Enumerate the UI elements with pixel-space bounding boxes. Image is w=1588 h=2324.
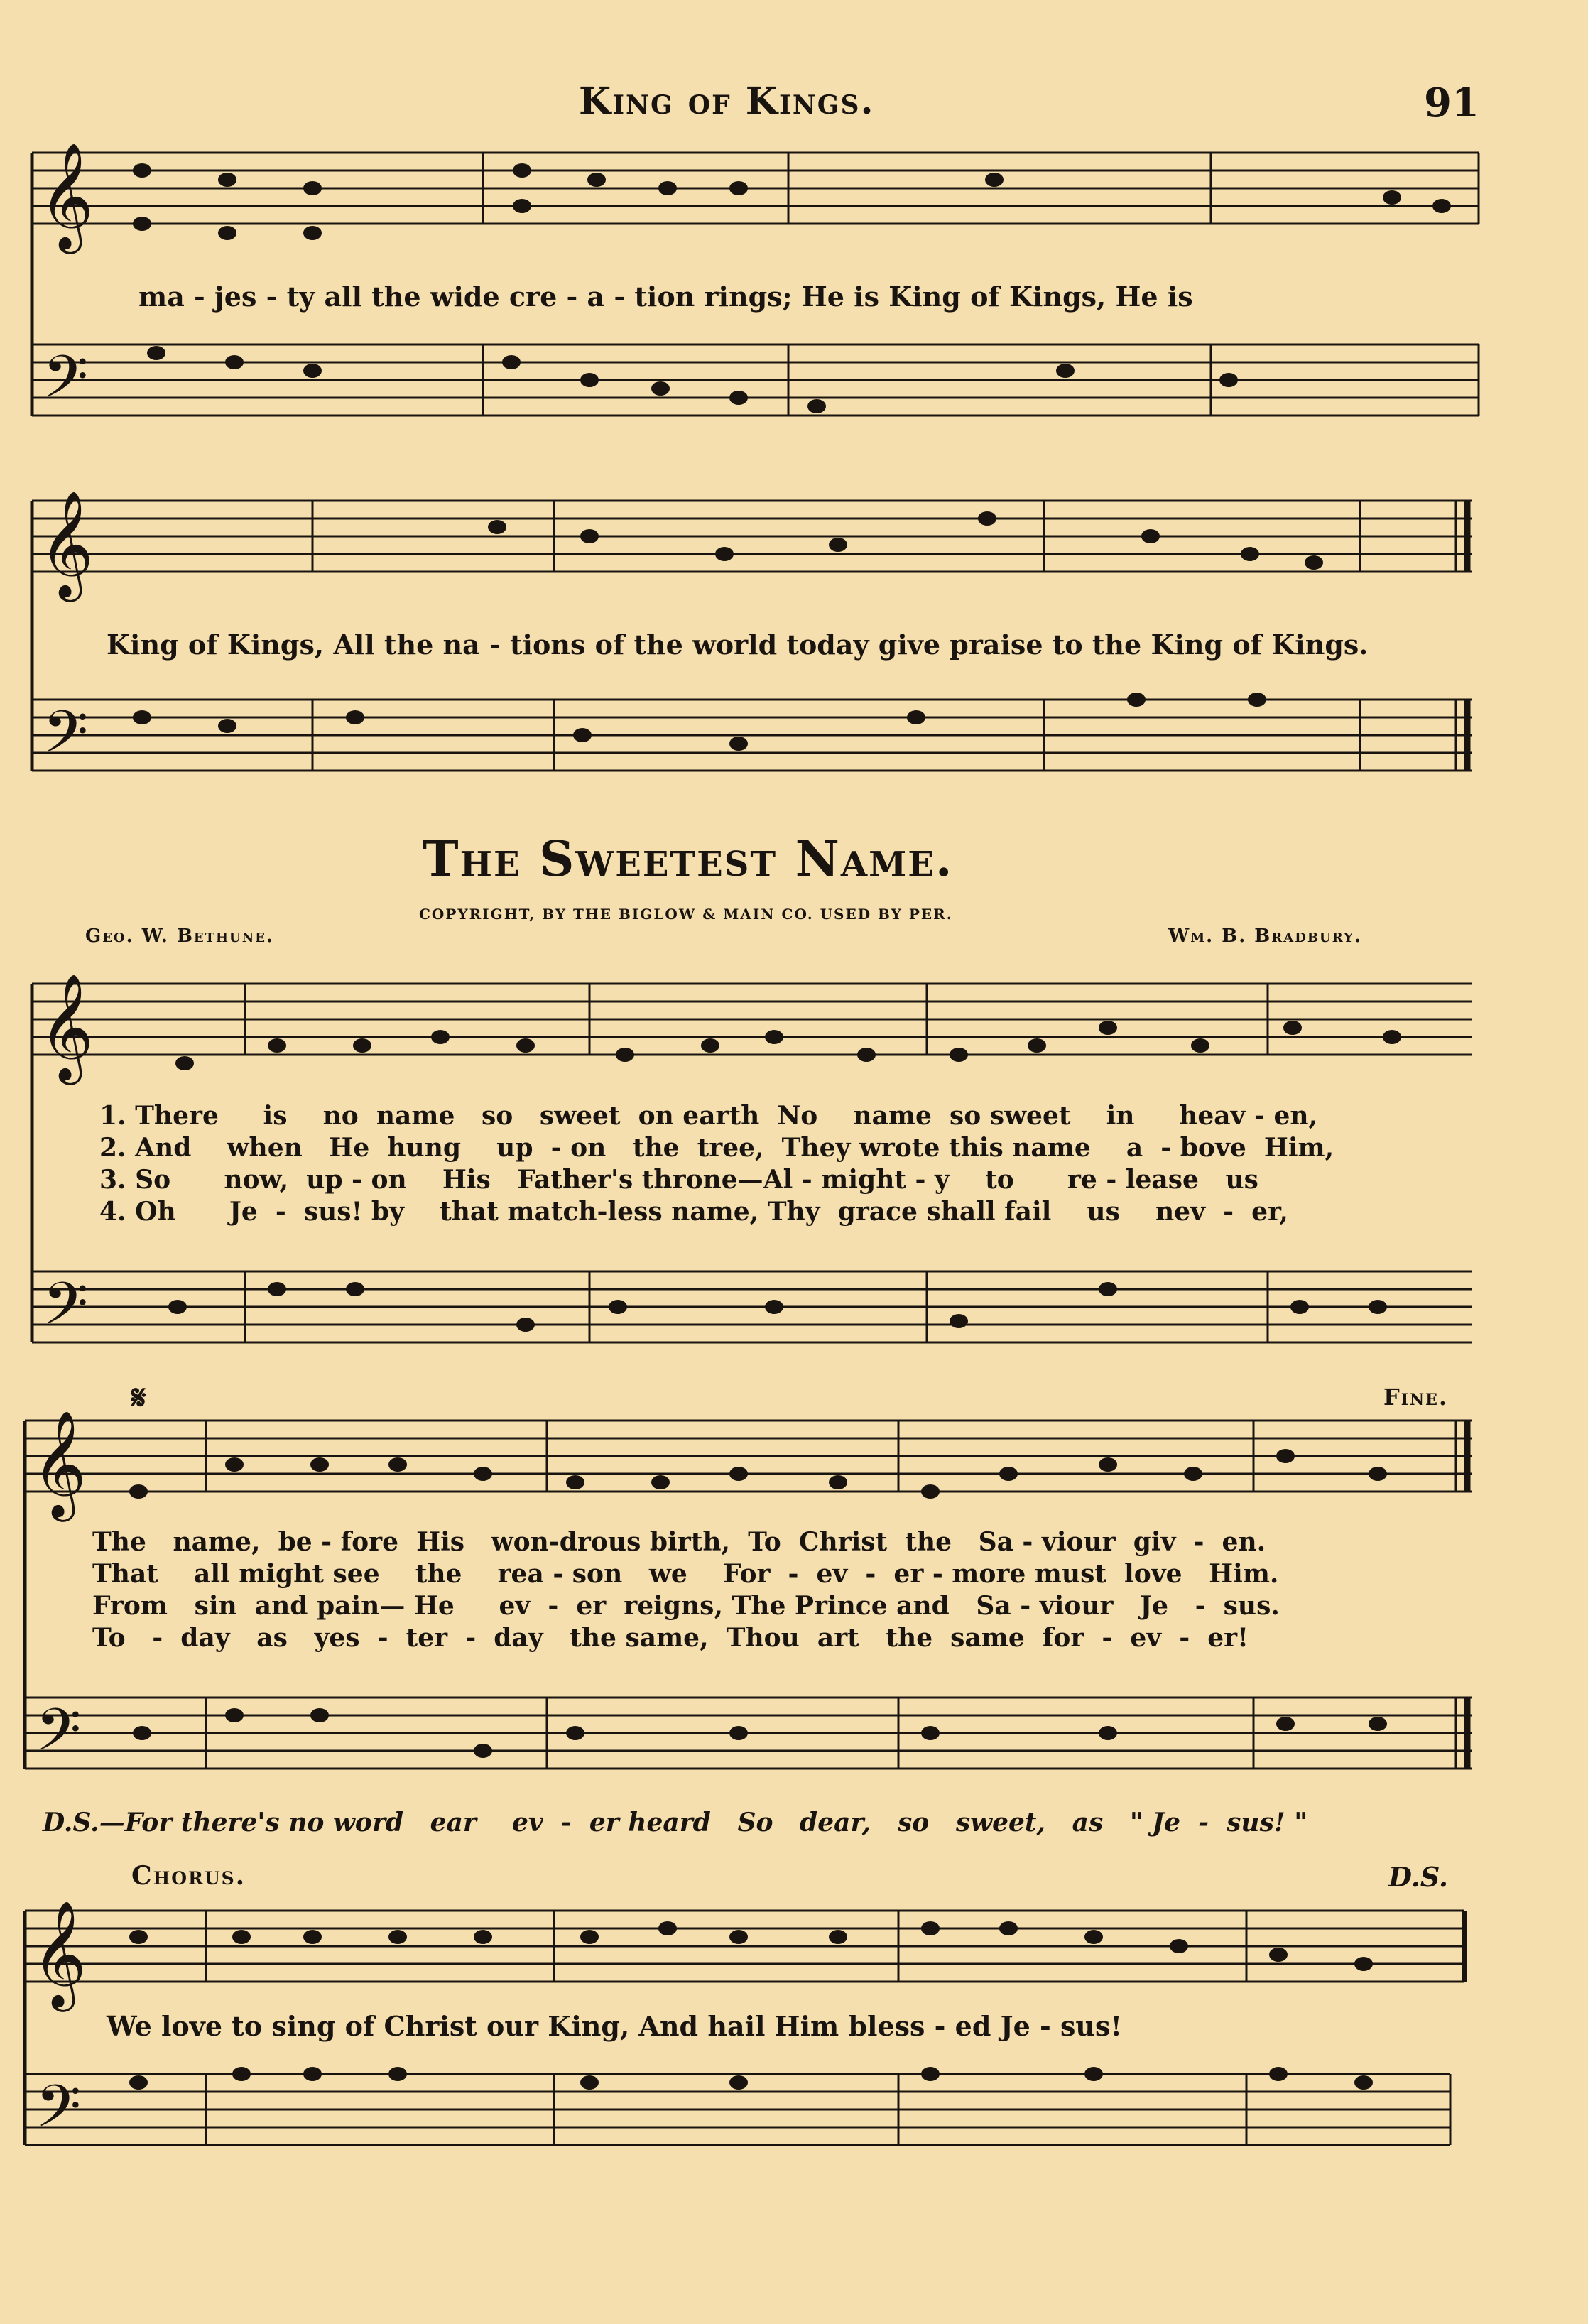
hymn2-copyright: COPYRIGHT, BY THE BIGLOW & MAIN CO. USED BY PER. xyxy=(419,906,953,923)
verse-4-line-a: 4. Oh Je - sus! by that match-less name, Thy grace shall fail us nev - er, xyxy=(99,1197,1288,1227)
chorus-label: Chorus. xyxy=(131,1861,246,1891)
hymn2-author: Geo. W. Bethune. xyxy=(85,925,274,947)
hymn2-title: The Sweetest Name. xyxy=(423,831,954,888)
verse-3-line-a: 3. So now, up - on His Father's throne—Al - might - y to re - lease us xyxy=(99,1165,1258,1195)
system-2-bass-staff xyxy=(32,700,1472,771)
verse-4-line-b: To - day as yes - ter - day the same, Thou art the same for - ev - er! xyxy=(92,1623,1249,1653)
verse-1-line-b: The name, be - fore His won-drous birth, To Christ the Sa - viour giv - en. xyxy=(92,1527,1266,1557)
svg-text:𝄢: 𝄢 xyxy=(43,1269,89,1352)
system-5-treble-staff xyxy=(25,1911,1464,1982)
bass-clef-icon: 𝄢 xyxy=(43,342,89,425)
svg-text:𝄞: 𝄞 xyxy=(32,1409,87,1517)
svg-text:𝄢: 𝄢 xyxy=(36,1695,82,1779)
system-3-treble-staff xyxy=(32,984,1472,1055)
hymn2-composer: Wm. B. Bradbury. xyxy=(1168,925,1363,947)
verse-1-line-a: 1. There is no name so sweet on earth No name so sweet in heav - en, xyxy=(99,1101,1318,1131)
system-2-treble-staff xyxy=(32,501,1472,572)
system-1-bass-staff xyxy=(32,344,1479,416)
system-3-bass-staff xyxy=(32,1271,1472,1342)
segno-icon: 𝄋 xyxy=(131,1378,146,1418)
page-number: 91 xyxy=(1424,80,1479,126)
ds-instruction-line: D.S.—For there's no word ear ev - er heard So dear, so sweet, as " Je - sus! " xyxy=(43,1808,1307,1837)
svg-text:𝄞: 𝄞 xyxy=(39,489,94,597)
verse-2-line-b: That all might see the rea - son we For - ev - er - more must love Him. xyxy=(92,1559,1279,1589)
svg-text:𝄢: 𝄢 xyxy=(36,2072,82,2155)
ds-mark: D.S. xyxy=(1388,1861,1449,1893)
hymn1-lyrics-line1: ma - jes - ty all the wide cre - a - tion rings; He is King of Kings, He is xyxy=(138,281,1193,313)
verse-2-line-a: 2. And when He hung up - on the tree, They wrote this name a - bove Him, xyxy=(99,1133,1334,1163)
treble-clef-icon: 𝄞 xyxy=(39,141,94,249)
verse-3-line-b: From sin and pain— He ev - er reigns, The Prince and Sa - viour Je - sus. xyxy=(92,1591,1280,1621)
svg-text:𝄞: 𝄞 xyxy=(39,972,94,1080)
svg-text:𝄢: 𝄢 xyxy=(43,697,89,781)
page-title: King of Kings. xyxy=(579,80,875,123)
chorus-lyrics: We love to sing of Christ our King, And hail Him bless - ed Je - sus! xyxy=(107,2010,1123,2042)
fine-mark: Fine. xyxy=(1383,1384,1449,1411)
hymn1-lyrics-line2: King of Kings, All the na - tions of the world today give praise to the King of Kings. xyxy=(107,629,1369,661)
system-1-treble-staff xyxy=(32,153,1479,224)
svg-text:𝄞: 𝄞 xyxy=(32,1899,87,2007)
